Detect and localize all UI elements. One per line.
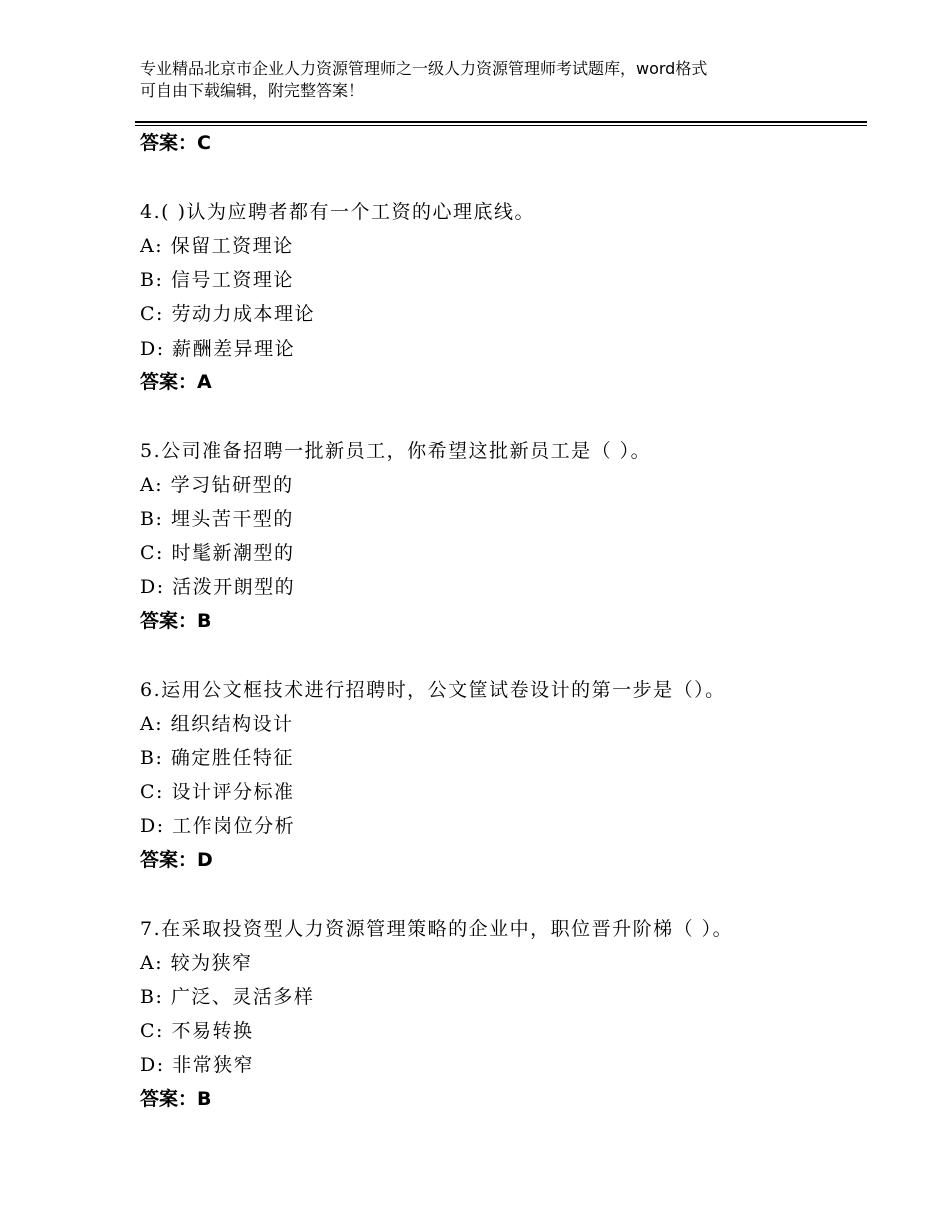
question-7-option-a: A: 较为狭窄 [140,952,253,974]
question-6-option-b: B: 确定胜任特征 [140,747,294,769]
header-rule-thin [135,125,867,126]
header-line-2: 可自由下载编辑，附完整答案！ [140,81,365,100]
question-4-answer: 答案：A [140,371,212,393]
question-4-option-c: C: 劳动力成本理论 [140,303,315,325]
question-5-option-c: C: 时髦新潮型的 [140,542,295,564]
document-header [140,58,840,102]
question-4-option-d: D: 薪酬差异理论 [140,338,296,360]
question-5-option-a: A: 学习钻研型的 [140,474,294,496]
question-4-option-a: A: 保留工资理论 [140,235,294,257]
question-7: 7.在采取投资型人力资源管理策略的企业中，职位晋升阶梯（ ）。 [140,918,734,940]
question-6-answer: 答案：D [140,849,213,871]
question-6: 6.运用公文框技术进行招聘时，公文筐试卷设计的第一步是（）。 [140,679,726,701]
question-6-option-d: D: 工作岗位分析 [140,815,296,837]
question-6-option-a: A: 组织结构设计 [140,713,294,735]
question-7-option-b: B: 广泛、灵活多样 [140,986,315,1008]
header-line-1: 专业精品北京市企业人力资源管理师之一级人力资源管理师考试题库，word格式 [140,59,708,78]
question-7-option-d: D: 非常狭窄 [140,1054,255,1076]
question-5: 5.公司准备招聘一批新员工，你希望这批新员工是（ ）。 [140,440,652,462]
question-6-option-c: C: 设计评分标准 [140,781,295,803]
question-7-option-c: C: 不易转换 [140,1020,254,1042]
answer-previous: 答案：C [140,132,211,154]
question-5-answer: 答案：B [140,610,212,632]
question-5-option-b: B: 埋头苦干型的 [140,508,294,530]
question-4-option-b: B: 信号工资理论 [140,269,294,291]
question-4: 4.( )认为应聘者都有一个工资的心理底线。 [140,201,535,223]
question-5-option-d: D: 活泼开朗型的 [140,576,296,598]
header-rule-thick [135,121,867,123]
question-7-answer: 答案：B [140,1088,212,1110]
